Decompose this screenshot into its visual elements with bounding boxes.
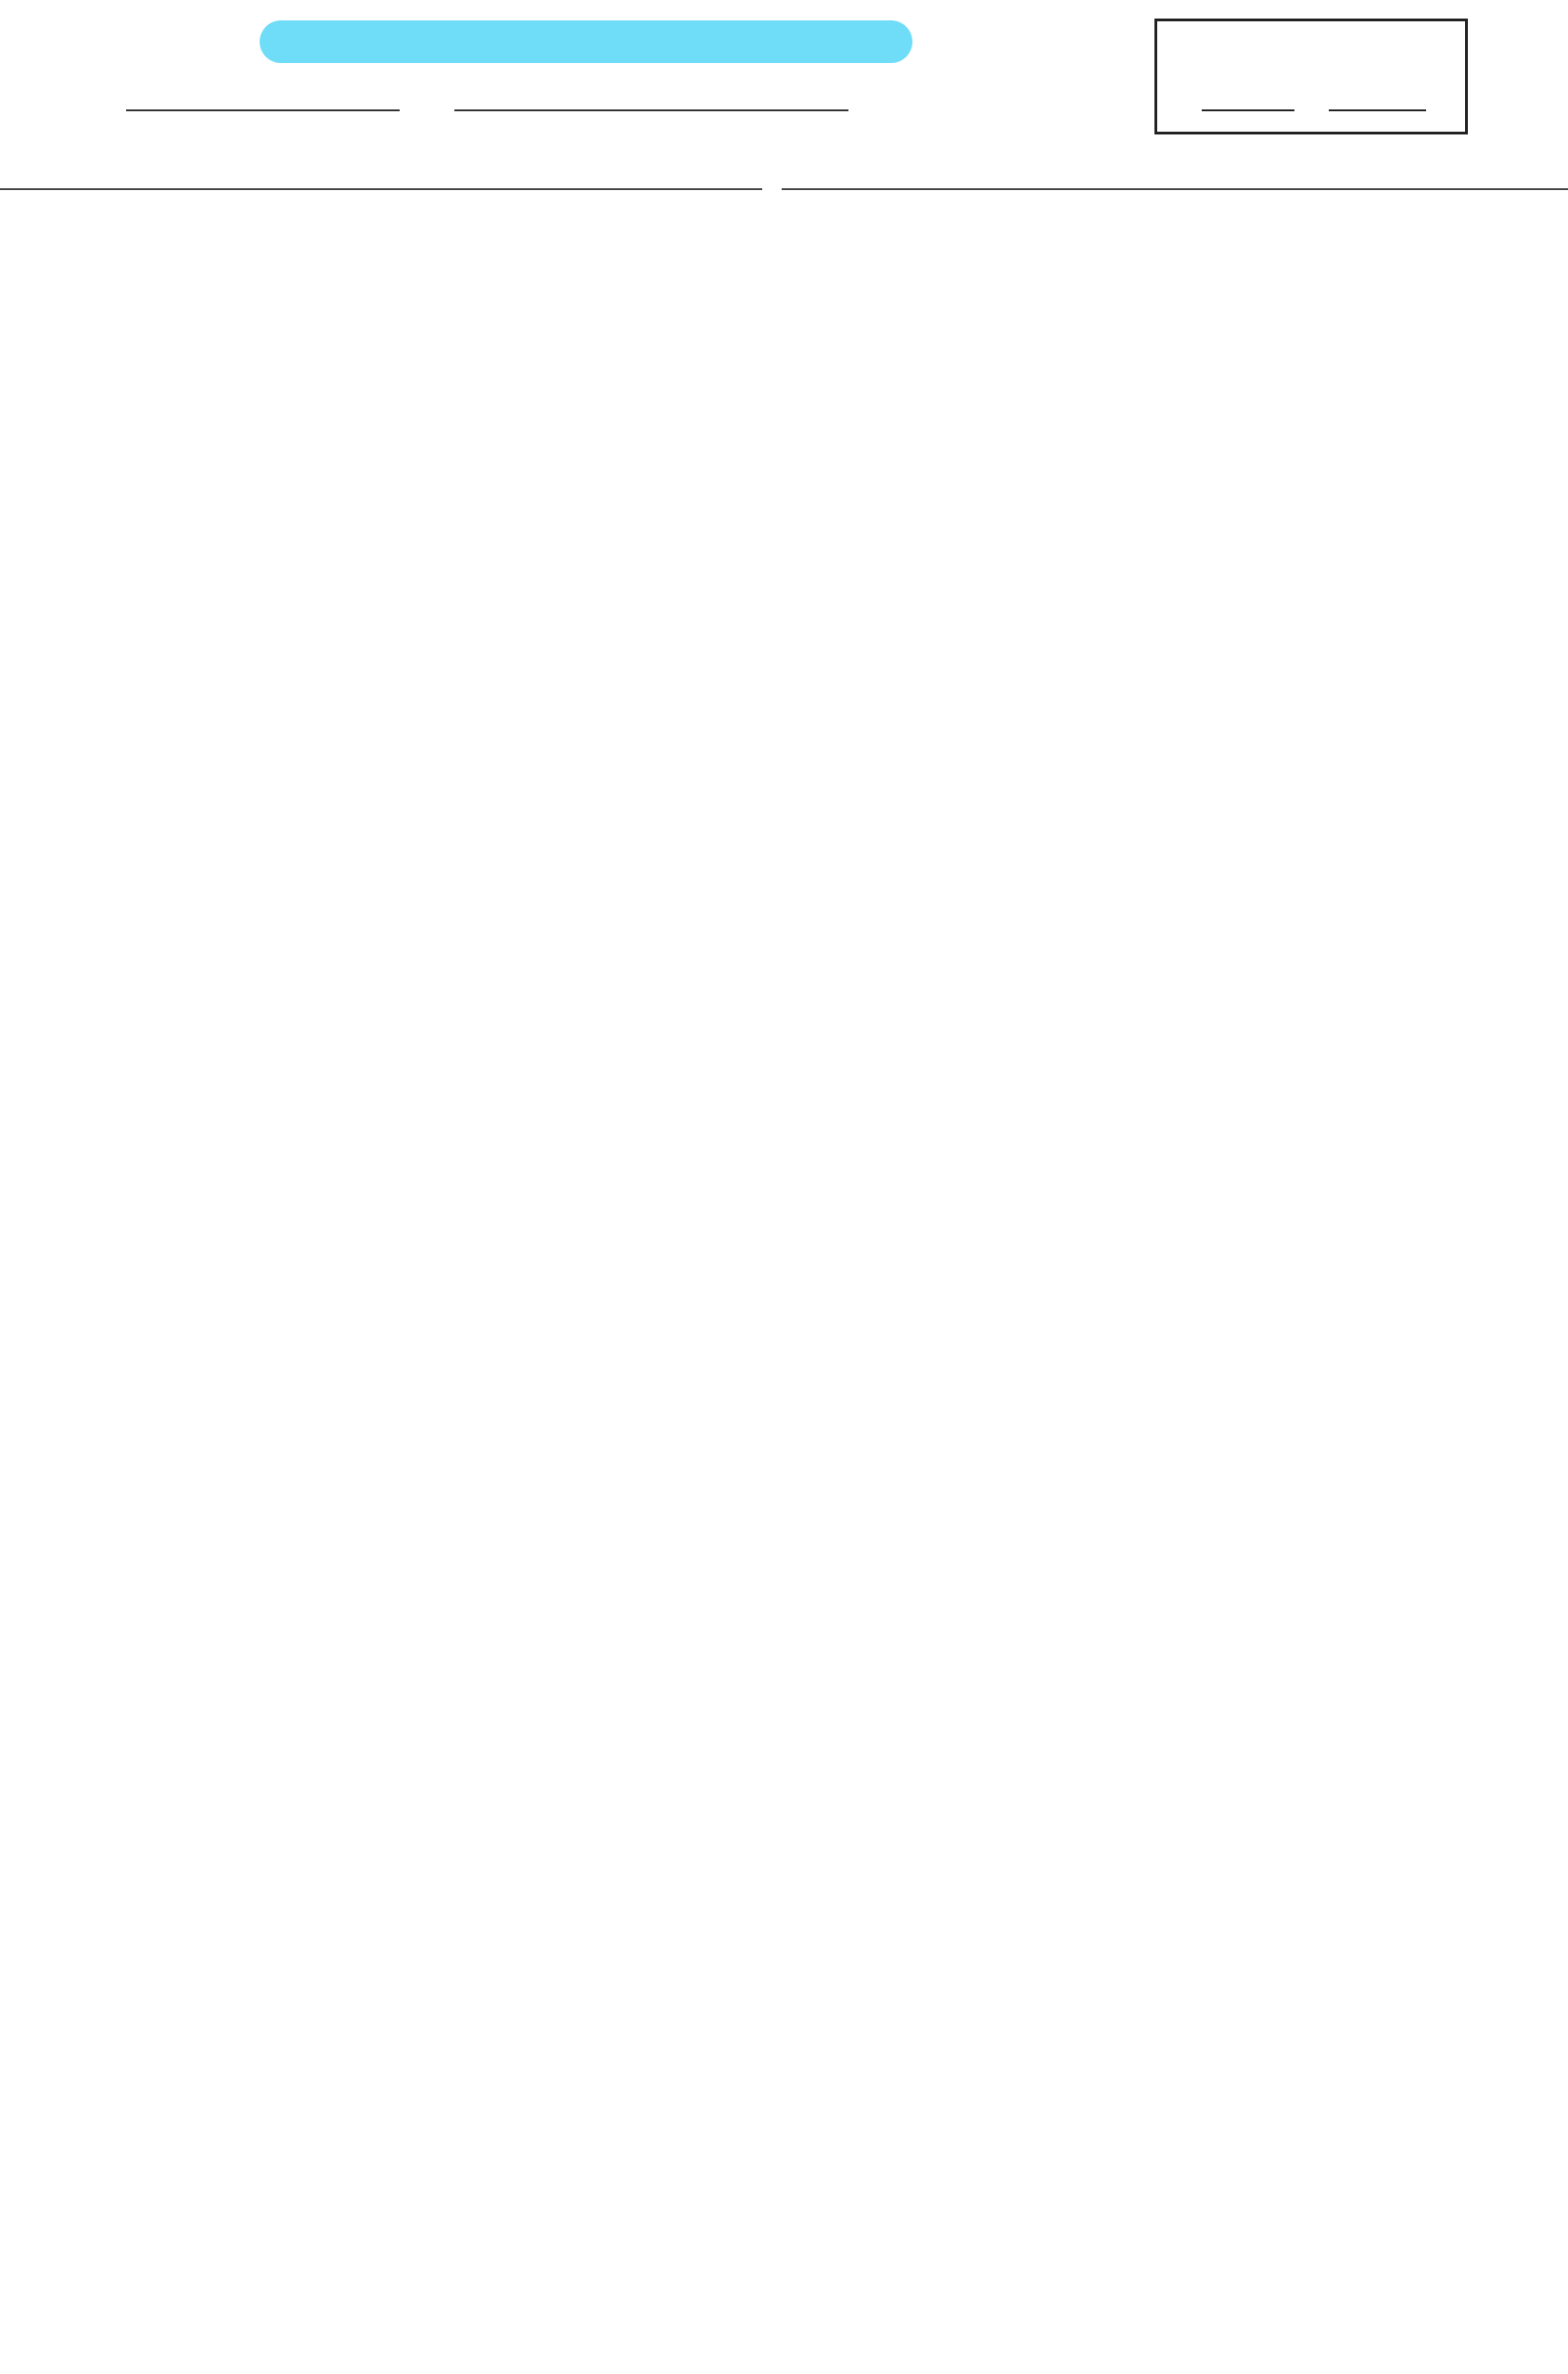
pickup-hour-line [1202,109,1294,111]
tel-field[interactable] [454,109,848,111]
right-column [782,188,1568,2374]
pickup-time-box[interactable] [1154,19,1468,134]
orderer-field[interactable] [126,109,400,111]
pickup-minute-line [1329,109,1426,111]
date-title [260,20,912,63]
left-column [0,188,762,2330]
